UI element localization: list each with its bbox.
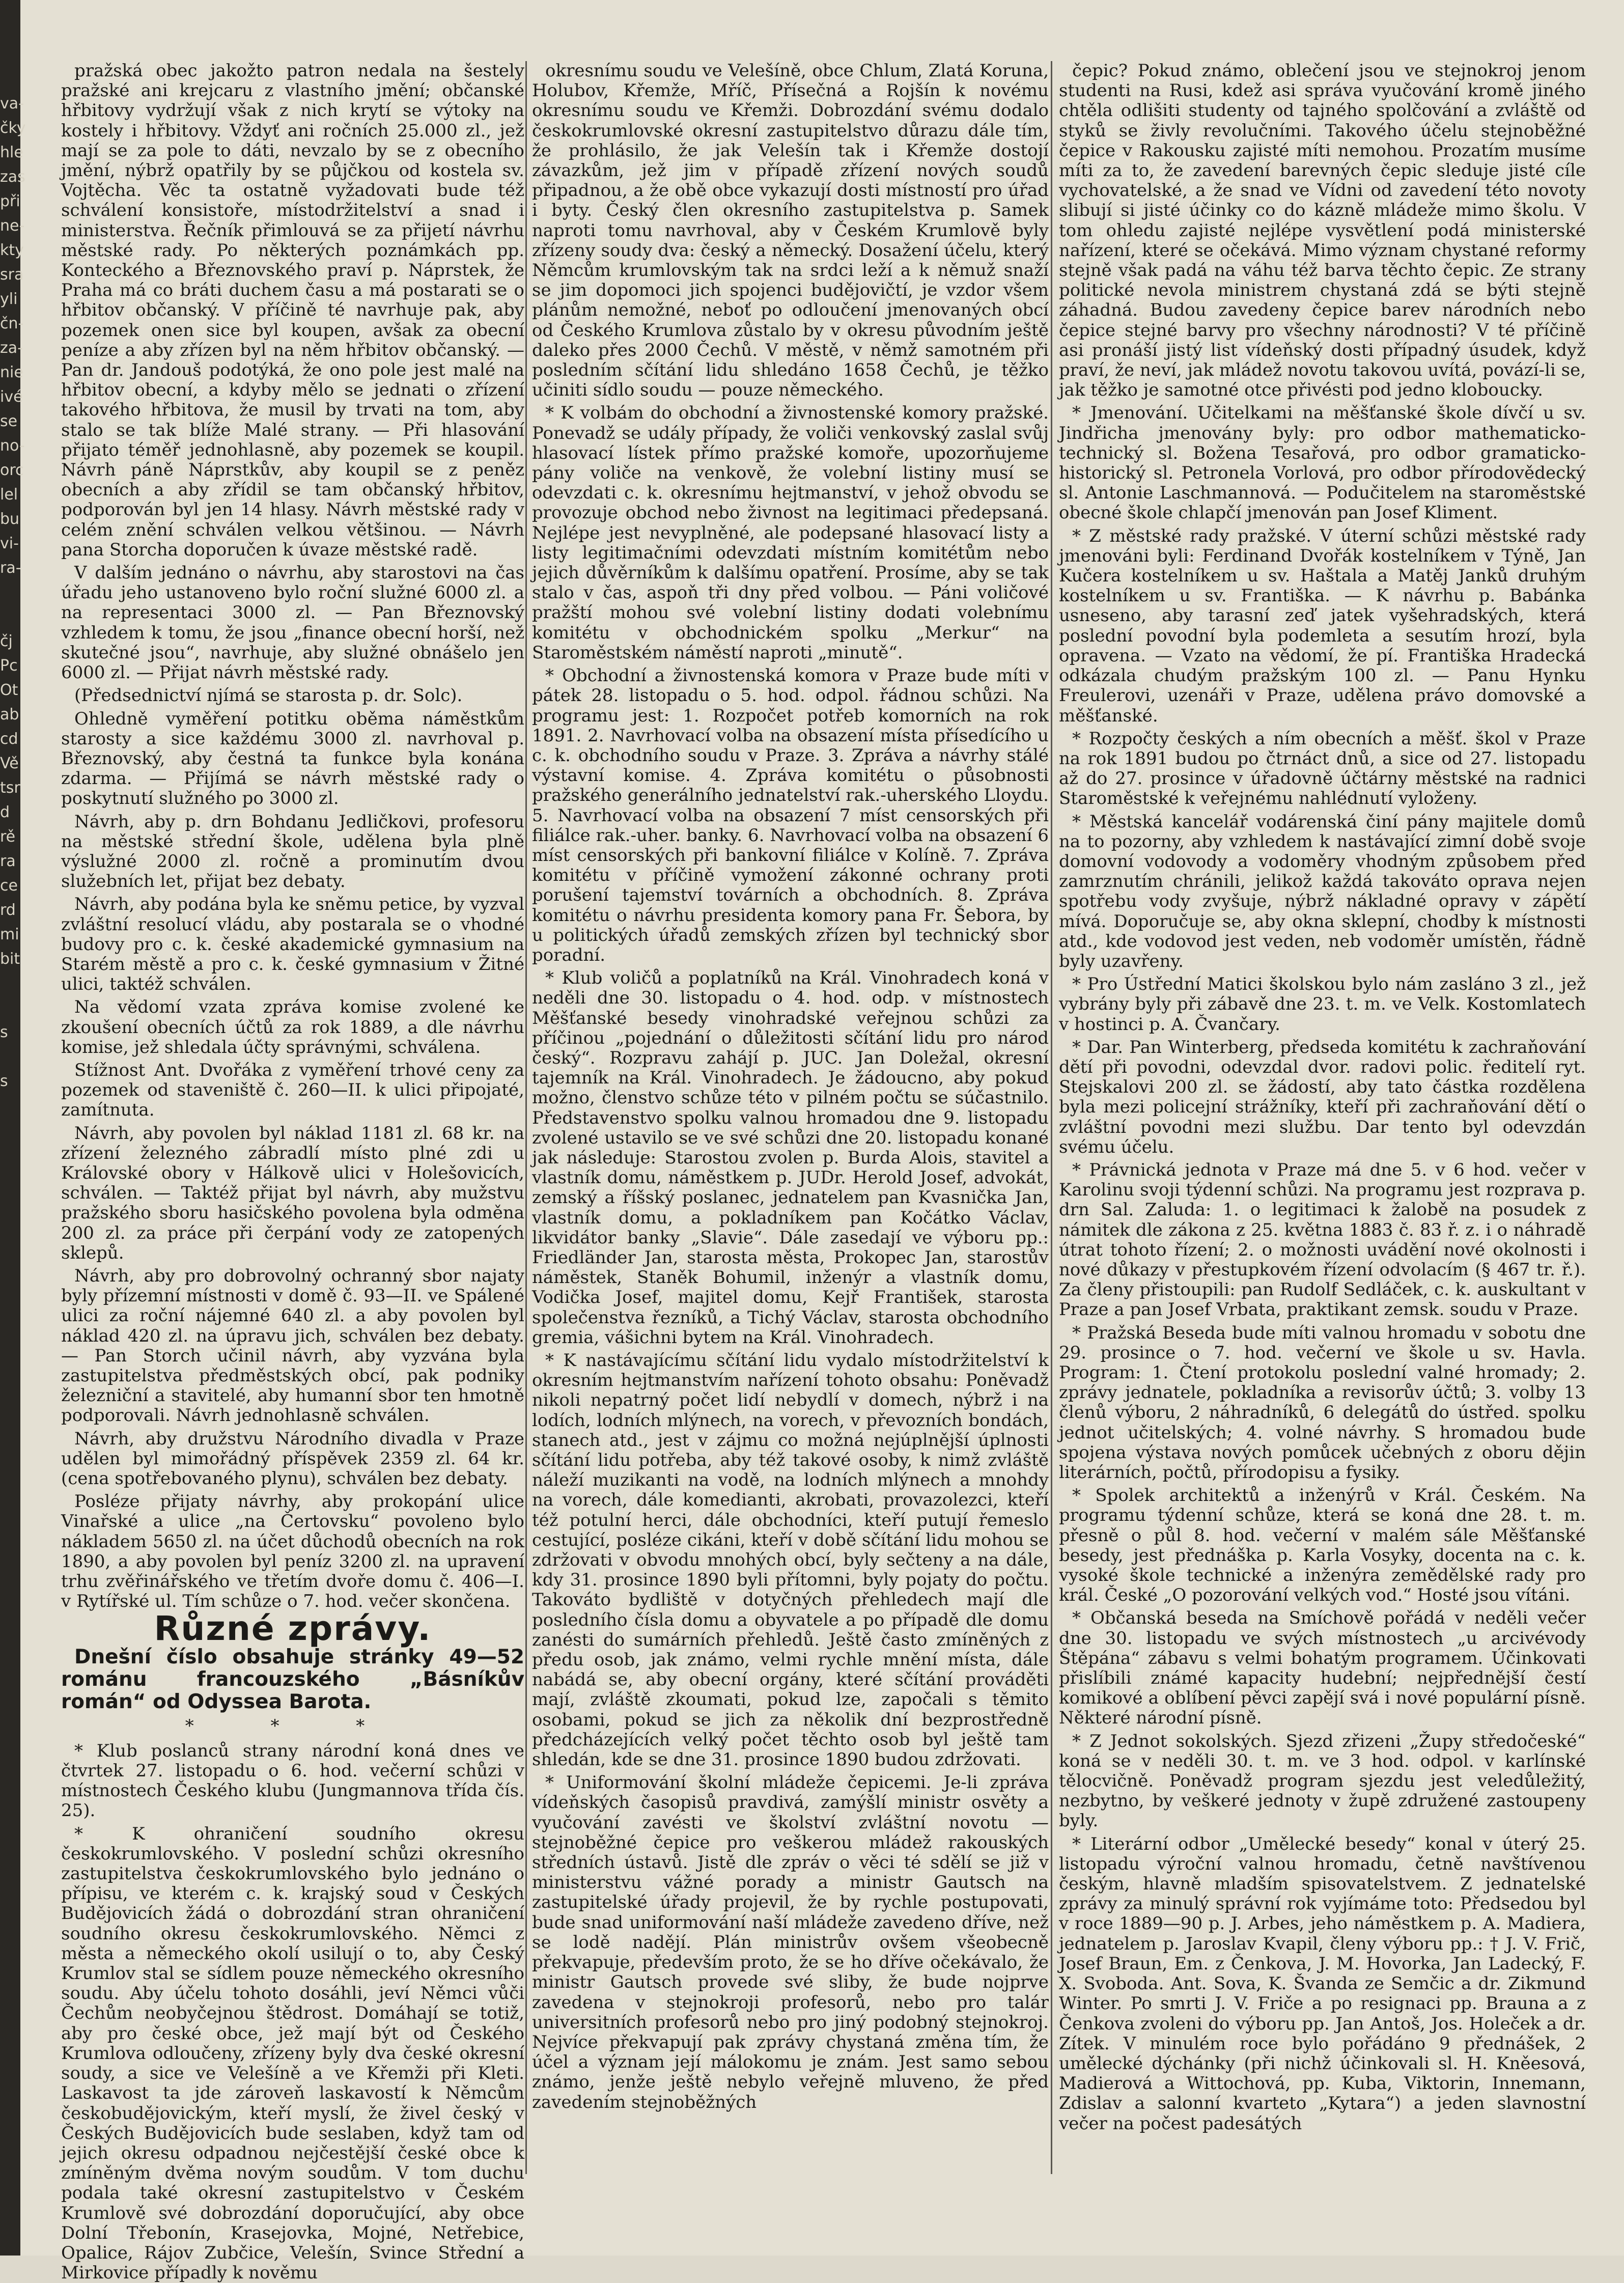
paragraph: * Pražská Beseda bude míti valnou hromadu v sobotu dne 29. prosince o 7. hod. večerní ve škole u sv. Havla. Program: 1. Čtení protokolu poslední valné hromady; 2. zprávy jednatele, pokladníka a revisorův účtů; 3. volby 13 členů výboru, 2 náhradníků, 6 delegátů do ústřed. spolku jednot učitelských; 4. volné návrhy. S hromadou bude spojena výstava nových pomůcek učebných z oboru dějin literárních, počtů, přírodopisu a fysiky.: [1059, 1322, 1586, 1483]
column-1: [61, 61, 524, 2283]
paragraph: Ohledně vyměření potitku oběma náměstkům starosty a sice každému 3000 zl. navrhoval p. Březnovský, aby čestná ta funkce byla konána zdarma. — Přijímá se návrh městské rady o poskytnutí služného po 3000 zl.: [61, 708, 524, 809]
paragraph: * Pro Ústřední Matici školskou bylo nám zasláno 3 zl., jež vybrány byly při zábavě dne 23. t. m. ve Velk. Kostomlatech v hostinci p. A. Čvančary.: [1059, 974, 1586, 1035]
separator-stars: * * *: [185, 1715, 401, 1736]
column-3-articles: [1059, 61, 1586, 2134]
paragraph: okresnímu soudu ve Velešíně, obce Chlum, Zlatá Koruna, Holubov, Křemže, Mříč, Přísečná a Rojšín k novému okresnímu soudu ve Křemži. Dobrozdání svému dodalo českokrumlovské okresní zastupitelstvo důrazu dále tím, že prohlásilo, že jak Velešín tak i Křemže dostojí závazkům, jež jim v případě zřízení nových soudů připadnou, a že obě obce vykazují dosti místností pro úřad i byty. Český člen okresního zastupitelstva p. Samek naproti tomu navrhoval, aby v Českém Krumlově byly zřízeny soudy dva: český a německý. Dosažení účelu, který Němcům krumlovským tak na srdci leží a k němuž snaží se jim dopomoci jich spojenci budějovičtí, je vzdor všem plánům nemožné, neboť po odloučení jmenovaných obcí od Českého Krumlova zůstalo by v okresu původním ještě daleko přes 2000 Čechů. V městě, v němž samotném při posledním sčítání lidu shledáno 1658 Čechů, je těžko učiniti sídlo soudu — pouze německého.: [532, 61, 1049, 401]
column-rule: [525, 61, 527, 2174]
paragraph: * Klub voličů a poplatníků na Král. Vinohradech koná v neděli dne 30. listopadu o 4. hod. odp. v místnostech Měšťanské besedy vinohradské veřejnou schůzi za příčinou „pojednání o důležitosti sčítání lidu pro národ český“. Rozpravu zahájí p. JUC. Jan Doležal, okresní tajemník na Král. Vinohradech. Je žádoucno, aby pokud možno, členstvo schůze této v pilném počtu se súčastnilo. Představenstvo spolku valnou hromadou dne 9. listopadu zvolené ustavilo se ve své schůzi dne 20. listopadu konané jak následuje: Starostou zvolen p. Burda Alois, stavitel a vlastník domu, náměstkem p. JUDr. Herold Josef, advokát, zemský a říšský poslanec, jednatelem pan Kvasnička Jan, vlastník domu, a pokladníkem pan Kočátko Václav, likvidátor banky „Slavie“. Dále zasedají ve výboru pp.: Friedländer Jan, starosta města, Prokopec Jan, starostův náměstek, Staněk Bohumil, inženýr a vlastník domu, Vodička Josef, majitel domu, Kejř František, starosta společenstva řezníků, a Tichý Václav, starosta obchodního gremia, vášichni bytem na Král. Vinohradech.: [532, 968, 1049, 1348]
paragraph: * Rozpočty českých a ním obecních a měšť. škol v Praze na rok 1891 budou po čtrnáct dnů, a sice od 27. listopadu až do 27. prosince v úřadovně účtárny městské na radnici Staroměstské k veřejnému nahlédnutí vyloženy.: [1059, 728, 1586, 809]
paragraph: Návrh, aby podána byla ke sněmu petice, by vyzval zvláštní resolucí vládu, aby postarala se o vhodné budovy pro c. k. české akademické gymnasium na Starém městě a pro c. k. české gymnasium v Žitné ulici, taktéž schválen.: [61, 894, 524, 995]
paragraph: * Uniformování školní mládeže čepicemi. Je-li zpráva vídeňských časopisů pravdivá, zamýšlí ministr osvěty a vyučování zavésti ve školství zvláštní novotu — stejnoběžné čepice pro veškerou mládež rakouských středních ústavů. Jistě dle zpráv o věci té sdělí se již v ministerstvu vážné porady a ministr Gautsch na zastupitelské úřady projevil, že by rychle postupovati, bude snad uniformování naší mládeže zavedeno dříve, než se lodě nadějí. Plán ministrův ovšem všeobecně překvapuje, především proto, že se ho dříve očekávalo, že ministr Gautsch provede své sliby, že bude nojprve zavedena v stejnokroji profesorů, nebo pro talár universitních profesorů nebo pro jiný podobný stejnokroj. Nejvíce překvapují pak zprávy chystaná změna tím, že účel a význam její málokomu je znám. Jest samo sebou známo, jenže ještě nebylo veřejně mluveno, že před zavedením stejnoběžných: [532, 1772, 1049, 2112]
paragraph: Stížnost Ant. Dvořáka z vyměření trhové ceny za pozemek od staveniště č. 260—II. k ulici připojaté, zamítnuta.: [61, 1060, 524, 1121]
paragraph: Návrh, aby družstvu Národního divadla v Praze udělen byl mimořádný příspěvek 2359 zl. 64 kr. (cena spotřebovaného plynu), schválen bez debaty.: [61, 1428, 524, 1489]
left-margin: [0, 0, 26, 2256]
paragraph: * Klub poslanců strany národní koná dnes ve čtvrtek 27. listopadu o 6. hod. večerní schůzi v místnostech Českého klubu (Jungmannova třída čís. 25).: [61, 1740, 524, 1821]
column-1-news: [61, 1741, 524, 2283]
paragraph: * K ohraničení soudního okresu českokrumlovského. V poslední schůzi okresního zastupitelstva českokrumlovského bylo jednáno o přípisu, ve kterém c. k. krajský soud v Českých Budějovicích žádá o dobrozdání stran ohraničení soudního okresu českokrumlovského. Němci z města a německého okolí usilují o to, aby Český Krumlov stal se sídlem pouze německého okresního soudu. Aby účelu tohoto dosáhli, jeví Němci vůči Čechům neobyčejnou štědrost. Domáhají se totiž, aby pro české obce, jež mají být od Českého Krumlova odloučeny, zřízeny byly dva české okresní soudy, a sice ve Velešíně a ve Křemži při Kleti. Laskavost ta jde zároveň laskavostí k Němcům českobudějovickým, kteří myslí, že živel český v Českých Budějovicích bude seslaben, když tam od jejich okresu odpadnou nejčestější české obce k zmíněným dvěma novým soudům. V tom duchu podala také okresní zastupitelstvo v Českém Krumlově své dobrozdání doporučující, aby obce Dolní Třebonín, Krasejovka, Mojné, Netřebice, Opalice, Rájov Zubčice, Velešín, Svince Střední a Mirkovice případly k nověmu: [61, 1823, 524, 2283]
paragraph: V dalším jednáno o návrhu, aby starostovi na čas úřadu jeho ustanoveno bylo roční služné 6000 zl. a na representaci 3000 zl. — Pan Březnovský vzhledem k tomu, že jsou „finance obecní horší, než skutečné jsou“, navrhuje, aby služné obnášelo jen 6000 zl. — Přijat návrh městské rady.: [61, 563, 524, 683]
column-3: [1059, 61, 1586, 2174]
paragraph: Na vědomí vzata zpráva komise zvolené ke zkoušení obecních účtů za rok 1889, a dle návrhu komise, jež shledala účty správnými, schválena.: [61, 997, 524, 1057]
paragraph: * Jmenování. Učitelkami na měšťanské škole dívčí u sv. Jindřicha jmenovány byly: pro odbor mathematicko-technický sl. Božena Tesařová, pro odbor gramaticko-historický sl. Petronela Vorlová, pro odbor přírodovědecký sl. Antonie Laschmannová. — Podučitelem na staroměstské obecné škole chlapčí jmenován pan Josef Kliment.: [1059, 403, 1586, 523]
paragraph: * K nastávajícímu sčítání lidu vydalo místodržitelství k okresním hejtmanstvím nařízení tohoto obsahu: Poněvadž nikoli nepatrný počet lidí nebydlí v domech, nýbrž i na lodích, lodních mlýnech, na vorech, v převozních bondách, stanech atd., jest v zájmu co možná nejúplnější úplnosti sčítání lidu potřeba, aby též takové osoby, k nimž zvláště náleží muzikanti na vodě, na lodních mlýnech a mnohdy na vorech, dále komedianti, akrobati, provazolezci, kteří též potulní herci, dále obchodníci, kteří putují řemeslo cestující, posléze cikáni, kteří v době sčítání lidu mohou se zdržovati v obvodu mnohých obcí, byly sečteny a na dále, kdy 31. prosince 1890 byli přítomni, byly pojaty do počtu. Takováto bydliště v dotyčných přehledech mají dle posledního čísla domu a obyvatele a po případě dle domu zanésti do sumárních přehledů. Ještě často zmíněných z předu osob, jak známo, velmi rychle mnění místa, dále nabádá se, aby obecní orgány, které sčítání prováděti mají, zvláště zkoumati, pokud lze, započali s těmito osobami, pokud se jich za několik dní bezprostředně předcházejících velký počet těchto osob byl ještě tam shledán, kde se dne 31. prosince 1890 budou zdržovati.: [532, 1350, 1049, 1770]
paragraph: * Občanská beseda na Smíchově pořádá v neděli večer dne 30. listopadu ve svých místnostech „u arcivévody Štěpána“ zábavu s velmi bohatým programem. Účinkovati přislíbili známé kapacity hudební; nejpřednější čestí komikové a oblíbení pěvci zapějí svá i nové populární písně. Některé národní písně.: [1059, 1608, 1586, 1729]
lead-notice: Dnešní číslo obsahuje stránky 49—52 románu francouzského „Básníkův román“ od Odyssea Barota.: [61, 1645, 524, 1713]
paragraph: Posléze přijaty návrhy, aby prokopání ulice Vinařské a ulice „na Čertovsku“ povoleno bylo nákladem 5650 zl. na účet důchodů obecních na rok 1890, a aby povolen byl peníz 3200 zl. na upravení trhu zvěřinářského ve třetím dvoře domu č. 406—I. v Rytířské ul. Tím schůze o 7. hod. večer skončena.: [61, 1491, 524, 1612]
paragraph: * K volbám do obchodní a živnostenské komory pražské. Ponevadž se udály případy, že voliči venkovský zaslal svůj hlasovací lístek přímo pražské komoře, upozorňujeme pány voliče na venkově, že volební listiny musí se odevzdati c. k. okresnímu hejtmanství, v jehož obvodu se provozuje obchod nebo živnost na legitimaci předepsaná. Nejlépe jest nevyplněné, ale podepsané hlasovací listy a listy legitimačními odevzdati místním komitétům nebo jejich důvěrníkům k dalšímu opatření. Prosíme, aby se tak stalo v čas, aspoň tři dny před volbou. — Páni voličové pražští mohou své volební listiny dodati volebnímu komitétu v obchodnickém spolku „Merkur“ na Staroměstském náměstí naproti „minutě“.: [532, 403, 1049, 663]
paragraph: Návrh, aby pro dobrovolný ochranný sbor najaty byly přízemní místnosti v domě č. 93—II. ve Spálené ulici za roční nájemné 640 zl. a aby povolen byl náklad 420 zl. na úpravu jich, schválen bez debaty. — Pan Storch učinil návrh, aby vyzvána byla zastupitelstva předměstských obcí, pak podniky železniční a stavitelé, aby humanní sbor ten hmotně podporovali. Návrh jednohlasně schválen.: [61, 1265, 524, 1426]
paragraph: Návrh, aby povolen byl náklad 1181 zl. 68 kr. na zřízení železného zábradlí místo plné zdi u Královské obory v Hálkově ulici v Holešovicích, schválen. — Taktéž přijat byl návrh, aby mužstvu pražského sboru hasičského povolena byla odměna 200 zl. za práce při čerpání vody ze zatopených sklepů.: [61, 1123, 524, 1263]
paragraph: * Obchodní a živnostenská komora v Praze bude míti v pátek 28. listopadu o 5. hod. odpol. řádnou schůzi. Na programu jest: 1. Rozpočet potřeb komorních na rok 1891. 2. Navrhovací volba na obsazení místa přísedícího u c. k. obchodního soudu v Praze. 3. Zpráva a návrhy stálé výstavní komise. 4. Zpráva komitétu o působnosti pražského generálního jednatelství rak.-uherského Lloydu. 5. Navrhovací volba na obsazení 7 míst censorských při filiálce rak.-uher. banky. 6. Navrhovací volba na obsazení 6 míst censorských při bankovní filiálce v Kolíně. 7. Zpráva komitétu v příčině vymožení zákonné ochrany proti porušení tajemství továrních a obchodních. 8. Zpráva komitétu o návrhu presidenta komory pana Fr. Šebora, by u politických úřadů zemských zřízen byl technický sbor poradní.: [532, 665, 1049, 965]
paragraph: pražská obec jakožto patron nedala na šestely pražské ani krejcaru z vlastního jmění; občanské hřbitovy vydržují však z nich krytí se výtoky na kostely i hřbitovy. Vždyť ani ročních 25.000 zl., jež mají se za pole to dáti, nevzalo by se z obecního jmění, nýbrž opatřily by se půjčkou od kostela sv. Vojtěcha. Věc ta ostatně vyžadovati bude též schválení konsistoře, místodržitelství a snad i ministerstva. Řečník přimlouvá se za přijetí návrhu městské rady. Po některých poznámkách pp. Konteckého a Březnovského praví p. Náprstek, že Praha má co bráti duchem času a má postarati se o hřbitov občanský. V příčině té navrhuje pak, aby pozemek onen sice byl koupen, avšak za obecní peníze a aby zřízen byl na něm hřbitov občanský. — Pan dr. Jandouš podotýká, že ono pole jest malé na hřbitov obecní, a kdyby mělo se jednati o zřízení takového hřbitova, že musil by trvati na tom, aby stalo se tak blíže Malé strany. — Při hlasování přijato téměř jednohlasně, aby pozemek se koupil. Návrh páně Náprstkův, aby koupil se z peněz obecních a aby zřídil se tam občanský hřbitov, podporován byl jen 14 hlasy. Návrh městské rady v celém znění schválen velkou většinou. — Návrh pana Storcha doporučen k úvaze městské radě.: [61, 61, 524, 560]
paragraph: * Právnická jednota v Praze má dne 5. v 6 hod. večer v Karolinu svoji týdenní schůzi. Na programu jest rozprava p. drn Sal. Zaluda: 1. o legitimaci k žalobě na posudek z námitek dle zákona z 25. května 1883 č. 83 ř. z. i o náhradě útrat tohoto řízení; 2. o možnosti uvádění nové okolnosti i nové důkazy v přestupkovém řízení odvolacím (§ 467 tr. ř.). Za členy přistoupili: pan Rudolf Sedláček, c. k. auskultant v Praze a pan Josef Vrbata, praktikant zemsk. soudu v Praze.: [1059, 1159, 1586, 1320]
column-rule: [1051, 61, 1052, 2174]
adjacent-page-strip: va- čky hle zas při ne- kty sra yli čn- za- nie ivé se no- orc lel bu vi- ra- čj Pc Ot ab cd Vě tsr d rě ra ce rd mi bit s s: [0, 95, 26, 1090]
paragraph: čepic? Pokud známo, oblečení jsou ve stejnokroj jenom studenti na Rusi, kdež asi správa vyučování kromě jiného chtěla odlišiti studenty od tajného spolčování a zvláště od styků se živly revolučními. Takového účelu stejnoběžné čepice v Rakousku zajisté míti nemohou. Prozatím musíme míti za to, že zavedení barevných čepic sleduje jisté cíle vychovatelské, a že snad ve Vídni od zavedení této novoty slibují si jisté účinky co do kázně mládeže mimo školu. V tom ohledu zajisté nejlépe vysvětlení podá ministerské nařízení, které se očekává. Mimo význam chystané reformy stejně však padá na váhu též barva těchto čepic. Ze strany politické nevola ministrem chystaná zdá se býti stejně záhadná. Budou zavedeny čepice barev národních nebo čepice stejné barvy pro všechny národnosti? V té příčině asi pronáší jistý list vídeňský dosti případný úsudek, když praví, že neví, jak mládež novotu takovou uvítá, povází-li se, jak těžko je samotné otce přivésti pod jedno kloboucky.: [1059, 61, 1586, 401]
paragraph: * Dar. Pan Winterberg, předseda komitétu k zachraňování dětí při povodni, odevzdal dvor. radovi polic. ředitelí ryt. Stejskalovi 200 zl. se žádostí, aby tato částka rozdělena byla mezi policejní strážníky, kteří při zachraňování dětí o zvláštní povodni mezi službu. Dar tento byl odevzdán svému účelu.: [1059, 1037, 1586, 1157]
column-1-articles: [61, 61, 524, 1611]
section-heading: Různé zprávy.: [154, 1609, 432, 1649]
column-2-articles: [532, 61, 1049, 2112]
paragraph: * Z městské rady pražské. V úterní schůzi městské rady jmenováni byli: Ferdinand Dvořák kostelníkem v Týně, Jan Kučera kostelníkem u sv. Haštala a Matěj Janků druhým kostelníkem u sv. Františka. — K návrhu p. Babánka usneseno, aby tarasní zeď jatek vyšehradských, která poslední povodní byla podemleta a sesutím hrozí, byla opravena. — Vzato na vědomí, že pí. Františka Hradecká odkázala chudým pražským 100 zl. — Panu Hynku Freulerovi, uzenáři v Praze, udělena právo domovské a měšťanské.: [1059, 525, 1586, 726]
paragraph: * Spolek architektů a inženýrů v Král. Českém. Na programu týdenní schůze, která se koná dne 28. t. m. přesně o půl 8. hod. večerní v malém sále Měšťanské besedy, jest přednáška p. Karla Vosyky, docenta na c. k. vysoké škole technické a inženýra zemědělské rady pro král. České „O pozorování velkých vod.“ Hosté jsou vítáni.: [1059, 1485, 1586, 1606]
paragraph: (Předsednictví njímá se starosta p. dr. Solc).: [74, 685, 463, 706]
paragraph: Návrh, aby p. drn Bohdanu Jedličkovi, profesoru na městské střední škole, udělena byla plně výslužné 2000 zl. ročně a prominutím dvou služebních let, přijat bez debaty.: [61, 811, 524, 892]
column-2: [532, 61, 1049, 2174]
paragraph: * Z Jednot sokolských. Sjezd zřizeni „Župy středočeské“ koná se v neděli 30. t. m. ve 3 hod. odpol. v karlínské tělocvičně. Poněvadž program sjezdu jest veledůležitý, nezbytno, by veškeré jednoty v župě združené zastoupeny byly.: [1059, 1731, 1586, 1831]
paragraph: * Městská kancelář vodárenská činí pány majitele domů na to pozorny, aby vzhledem k nastávající zimní době svoje domovní vodovody a vodoměry vhodným způsobem před zamrznutím chránili, jelikož každá takováto oprava nejen spotřebu vody zvyšuje, nýbrž nákladné opravy v zápětí mívá. Doporučuje se, aby okna sklepní, chodby k místnosti atd., kde vodovod jest veden, neb vodoměr umístěn, řádně byly uzavřeny.: [1059, 811, 1586, 971]
paragraph: * Literární odbor „Umělecké besedy“ konal v úterý 25. listopadu výroční valnou hromadu, četně navštívenou českým, hlavně mladším spisovatelstvem. Z jednatelské zprávy za minulý správní rok vyjímáme toto: Předsedou byl v roce 1889—90 p. J. Arbes, jeho náměstkem p. A. Madiera, jednatelem p. Jaroslav Kvapil, členy výboru pp.: † J. V. Frič, Josef Braun, Em. z Čenkova, J. M. Hovorka, Jan Ladecký, F. X. Svoboda. Ant. Sova, K. Švanda ze Semčic a dr. Zikmund Winter. Po smrti J. V. Friče a po resignaci pp. Brauna a z Čenkova zvoleni do výboru pp. Jan Antoš, Jos. Holeček a dr. Zítek. V minulém roce bylo pořádáno 9 přednášek, 2 umělecké dýchánky (při nichž účinkovali sl. H. Kněesová, Madierová a Wittochová, pp. Kuba, Viktorin, Innemann, Zdislav a salonní kvarteto „Kytara“) a jeden slavnostní večer na počest padesátých: [1059, 1833, 1586, 2134]
